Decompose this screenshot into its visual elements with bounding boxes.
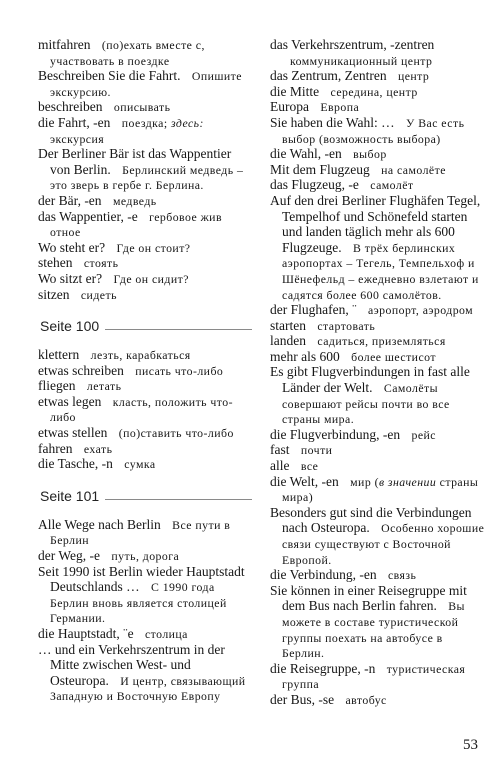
vocab-entry (270, 84, 485, 100)
vocab-entry (270, 349, 485, 365)
vocab-entry (270, 427, 485, 443)
russian-translation: Вы можете в составе туристической группы поехать на автобусе в Берлин. (282, 599, 465, 661)
russian-translation: сидеть (80, 287, 117, 302)
vocab-entry (38, 548, 252, 564)
heading-rule (105, 329, 252, 330)
vocab-entry (38, 146, 252, 193)
russian-translation: В трёх берлинских аэропортах – Тегель, Темпельхоф и Шёнефельд – ежедневно взлетают и садятся более 600 самолётов. (282, 240, 479, 302)
german-term: der Weg, -e (38, 548, 101, 564)
german-term: fahren (38, 440, 73, 456)
german-term: die Mitte (270, 83, 320, 99)
german-term: Alle Wege nach Berlin (38, 516, 161, 532)
german-term: der Bär, -en (38, 192, 102, 208)
section-heading-text: Seite 100 (40, 318, 100, 335)
vocab-entry (270, 318, 485, 334)
vocab-entry (38, 37, 252, 68)
vocab-entry (38, 347, 252, 363)
vocab-entry (270, 99, 485, 115)
german-term: Wo steht er? (38, 239, 106, 255)
german-term: fast (270, 442, 290, 458)
vocab-entry (38, 255, 252, 271)
russian-translation: автобус (345, 692, 387, 707)
german-term: das Wappentier, -e (38, 208, 138, 224)
german-term: Europa (270, 99, 309, 115)
russian-translation: рейс (411, 427, 436, 442)
german-term: die Welt, -en (270, 473, 339, 489)
german-term: der Flughafen, ¨ (270, 302, 357, 318)
vocab-entry (38, 425, 252, 441)
russian-translation: описывать (113, 100, 171, 115)
german-term: Besonders gut sind die Verbindungen nach Osteuropa. (270, 504, 472, 536)
russian-translation: Все пути в Берлин (50, 517, 231, 548)
russian-translation: писать что-либо (135, 363, 224, 378)
german-term: die Hauptstadt, ¨e (38, 626, 134, 641)
left-column (38, 37, 252, 704)
russian-italic-note: здесь: (171, 115, 204, 130)
russian-translation-continued: экскурсия (50, 131, 105, 146)
russian-translation: аэропорт, аэродром (367, 303, 474, 318)
vocab-entry (38, 240, 252, 256)
russian-translation: самолёт (370, 178, 414, 193)
vocab-entry (270, 458, 485, 474)
russian-translation: И центр, связывающий Западную и Восточную Европу (50, 673, 246, 704)
vocab-entry (270, 146, 485, 162)
russian-translation: стоять (83, 256, 119, 271)
section-heading (38, 317, 252, 335)
german-term: etwas legen (38, 393, 102, 409)
vocab-entry (38, 456, 252, 472)
german-term: die Tasche, -n (38, 456, 113, 472)
german-term: beschreiben (38, 99, 103, 115)
russian-translation: на самолёте (381, 162, 446, 177)
vocab-entry (38, 441, 252, 457)
vocab-entry (270, 177, 485, 193)
german-term: Seit 1990 ist Berlin wieder Hauptstadt Deutschlands … (38, 563, 245, 595)
german-term: das Flugzeug, -e (270, 177, 359, 193)
german-term: etwas schreiben (38, 362, 124, 378)
german-term: starten (270, 317, 306, 333)
russian-italic-note: в значении (378, 474, 437, 489)
page-number: 53 (463, 737, 478, 753)
russian-translation: летать (86, 379, 122, 394)
german-term: etwas stellen (38, 425, 108, 441)
vocab-entry (270, 474, 485, 505)
vocab-entry (270, 567, 485, 583)
vocab-entry (38, 626, 252, 642)
russian-translation: столица (144, 627, 188, 641)
vocab-entry (270, 505, 485, 567)
german-term: die Wahl, -en (270, 146, 342, 162)
german-term: Sie können in einer Reisegruppe mit dem Bus nach Berlin fahren. (270, 582, 467, 614)
russian-translation: Опишите экскурсию. (50, 69, 242, 99)
vocab-entry (38, 363, 252, 379)
german-term: … und ein Verkehrszentrum in der Mitte zwischen West- und Osteuropa. (38, 641, 225, 688)
german-term: fliegen (38, 378, 76, 394)
russian-translation: почти (300, 443, 333, 458)
russian-translation: мир ( (350, 474, 379, 489)
german-term: stehen (38, 255, 73, 271)
russian-translation: медведь (112, 193, 157, 208)
vocab-entry (270, 162, 485, 178)
russian-translation: ехать (83, 441, 113, 456)
russian-translation: класть, положить что-либо (50, 394, 233, 425)
russian-translation: выбор (353, 147, 387, 162)
russian-translation: середина, центр (330, 84, 418, 99)
german-term: sitzen (38, 286, 70, 302)
vocab-entry (270, 442, 485, 458)
german-term: mitfahren (38, 37, 91, 52)
german-term: landen (270, 333, 306, 349)
russian-translation: Где он стоит? (116, 240, 191, 255)
vocab-entry (270, 68, 485, 84)
german-term: Wo sitzt er? (38, 270, 103, 286)
russian-translation: Особенно хорошие связи существуют с Восточной Европой. (282, 521, 485, 567)
vocab-entry (38, 394, 252, 425)
russian-translation: поездка; (121, 115, 171, 130)
vocab-entry (38, 68, 252, 99)
vocab-entry (38, 564, 252, 626)
vocab-entry (270, 115, 485, 146)
section-heading (38, 487, 252, 505)
vocab-entry (38, 99, 252, 115)
german-term: Sie haben die Wahl: … (270, 114, 395, 130)
russian-translation: лезть, карабкаться (90, 348, 191, 363)
german-term: das Zentrum, Zentren (270, 68, 387, 84)
vocab-entry (38, 271, 252, 287)
german-term: mehr als 600 (270, 348, 340, 364)
german-term: das Verkehrszentrum, -zentren (270, 37, 435, 52)
vocab-entry (270, 333, 485, 349)
german-term: Es gibt Flugverbindungen in fast alle Länder der Welt. (270, 364, 470, 396)
vocab-entry (270, 37, 485, 68)
russian-translation: путь, дорога (111, 549, 180, 564)
vocab-entry (38, 287, 252, 303)
russian-translation: Самолёты совершают рейсы почти во все страны мира. (282, 381, 450, 427)
vocab-entry (38, 517, 252, 548)
russian-translation: (по)ехать вместе с, участвовать в поездке (50, 38, 205, 68)
german-term: die Fahrt, -en (38, 114, 111, 130)
russian-translation-continued: страны мира) (282, 474, 479, 505)
german-term: Der Berliner Bär ist das Wappentier von Berlin. (38, 146, 232, 177)
russian-translation: более шестисот (351, 349, 436, 364)
german-term: Auf den drei Berliner Flughäfen Tegel, Tempelhof und Schönefeld starten und landen täglich mehr als 600 Flugzeuge. (270, 192, 481, 255)
vocab-entry (38, 378, 252, 394)
russian-translation: центр (397, 69, 430, 84)
russian-translation: коммуникационный центр (290, 53, 433, 68)
russian-translation: Берлинский медведь – это зверь в гербе г. Берлина. (50, 162, 244, 193)
vocab-entry (270, 661, 485, 692)
vocab-entry (270, 364, 485, 426)
russian-translation: Где он сидит? (113, 271, 189, 286)
russian-translation: С 1990 года Берлин вновь является столицей Германии. (50, 580, 227, 626)
section-heading-text: Seite 101 (40, 487, 100, 504)
german-term: Beschreiben Sie die Fahrt. (38, 68, 181, 84)
german-term: klettern (38, 347, 80, 363)
russian-translation: стартовать (317, 318, 376, 333)
vocab-entry (270, 583, 485, 661)
german-term: die Verbindung, -en (270, 567, 377, 583)
vocab-entry (270, 302, 485, 318)
german-term: der Bus, -se (270, 691, 335, 707)
german-term: alle (270, 458, 290, 474)
russian-translation: (по)ставить что-либо (118, 426, 234, 441)
russian-translation: гербовое жив отное (50, 209, 222, 240)
heading-rule (105, 499, 252, 500)
russian-translation: сумка (124, 457, 156, 472)
german-term: die Reisegruppe, -n (270, 660, 376, 676)
vocab-entry (270, 692, 485, 708)
vocab-entry (38, 209, 252, 240)
vocab-entry (38, 193, 252, 209)
vocab-entry (38, 115, 252, 146)
russian-translation: садиться, приземляться (317, 334, 446, 349)
german-term: Mit dem Flugzeug (270, 161, 370, 177)
right-column (270, 37, 485, 708)
german-term: die Flugverbindung, -en (270, 426, 401, 442)
russian-translation: связь (387, 568, 417, 583)
russian-translation: все (300, 459, 319, 474)
russian-translation: туристическая группа (282, 661, 466, 692)
vocab-entry (38, 642, 252, 704)
vocab-entry (270, 193, 485, 302)
russian-translation: Европа (320, 100, 360, 115)
russian-translation: У Вас есть выбор (возможность выбора) (282, 115, 465, 146)
